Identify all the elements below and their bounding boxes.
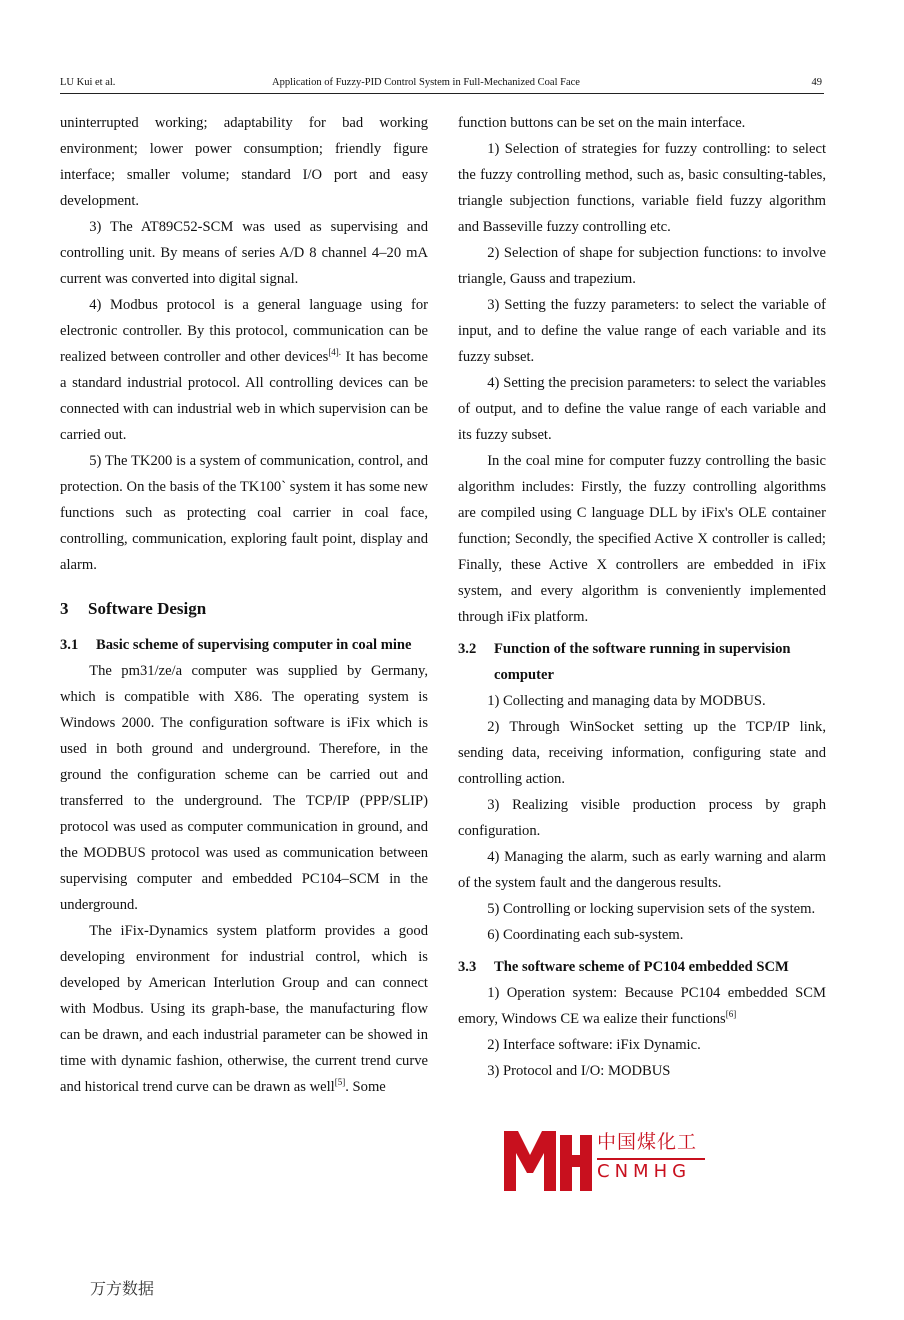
subsection-heading: [60, 632, 428, 658]
paragraph: 4) Managing the alarm, such as early warning and alarm of the system fault and the dangerous results.: [458, 849, 826, 891]
paragraph: 3) Realizing visible production process by graph configuration.: [458, 797, 826, 839]
paragraph: [458, 980, 826, 1032]
paragraph-text: 1) Operation system: Because PC104 embedded SCM: [487, 985, 826, 1001]
paragraph-text: 4) Modbus protocol is a general language using for electronic controller. By this protocol, communication can be realized between controller and other devices: [60, 297, 428, 365]
paragraph: 6) Coordinating each sub-system.: [487, 927, 684, 943]
paragraph-text: emory, Windows CE wa: [458, 1011, 600, 1027]
citation: [4].: [328, 347, 342, 358]
header-authors: LU Kui et al.: [60, 77, 116, 88]
paragraph: 3) Setting the fuzzy parameters: to select the variable of input, and to define the value range of each variable and its fuzzy subset.: [458, 297, 826, 365]
subsection-title: The software scheme of PC104 embedded SCM: [494, 959, 789, 975]
paragraph: 2) Interface software: iFix Dynamic.: [487, 1037, 701, 1053]
paragraph: 2) Selection of shape for subjection functions: to involve triangle, Gauss and trapezium.: [458, 245, 826, 287]
paragraph: 4) Setting the precision parameters: to select the variables of output, and to define the value range of each variable and its fuzzy subset.: [458, 375, 826, 443]
paragraph: 5) Controlling or locking supervision sets of the system.: [487, 901, 816, 917]
paragraph: The pm31/ze/a computer was supplied by Germany, which is compatible with X86. The operating system is Windows 2000. The configuration software is iFix which is used in both ground and underground. Therefore, in the ground the configuration scheme can be carried out and transferred to the underground. The TCP/IP (PPP/SLIP) protocol was used as computer communication in ground, and the MODBUS protocol was used as communication between supervising computer and embedded PC104–SCM in the underground.: [60, 663, 428, 913]
paragraph: In the coal mine for computer fuzzy controlling the basic algorithm includes: Firstly, the fuzzy controlling algorithms are compiled using C language DLL by iFix's OLE container function; Secondly, the specified Active X controller is called; Finally, these Active X controllers are embedded in iFix system, and every algorithm is conveniently implemented through iFix platform.: [458, 453, 826, 625]
section-heading: [60, 596, 428, 622]
subsection-title: Function of the software running in supervision computer: [494, 641, 791, 683]
footer-watermark: 万方数据: [90, 1279, 155, 1298]
left-column: [60, 110, 428, 1100]
section-title: Software Design: [88, 599, 207, 618]
logo-mark-icon: [500, 1125, 595, 1195]
subsection-number: 3.3: [458, 959, 477, 975]
subsection-heading: [458, 636, 826, 688]
paragraph: 1) Collecting and managing data by MODBUS.: [487, 693, 766, 709]
logo-divider: [597, 1158, 705, 1160]
subsection-number: 3.2: [458, 641, 477, 657]
watermark-logo: [500, 1125, 720, 1195]
logo-english-text: CNMHG: [597, 1161, 692, 1182]
paragraph: uninterrupted working; adaptability for bad working environment; lower power consumption; friendly figure interface; smaller volume; standard I/O port and easy development.: [60, 115, 428, 209]
right-column: [458, 110, 826, 1084]
paragraph: 3) Protocol and I/O: MODBUS: [487, 1063, 671, 1079]
paragraph: [60, 918, 428, 1100]
paragraph-text: The iFix-Dynamics system platform provides a good developing environment for industrial control, which is developed by American Interlution Group and can connect with Modbus. Using its graph-base, the manufacturing flow can be drawn, and each industrial parameter can be showed in time with dynamic fashion, otherwise, the current trend curve and historical trend curve can be drawn as well: [60, 923, 428, 1095]
citation: [5]: [334, 1077, 346, 1088]
subsection-number: 3.1: [60, 637, 79, 653]
paragraph: 1) Selection of strategies for fuzzy controlling: to select the fuzzy controlling method, such as, basic consulting-tables, triangle subjection functions, variable field fuzzy algorithm and Basseville fuzzy controlling etc.: [458, 141, 826, 235]
paragraph: 3) The AT89C52-SCM was used as supervising and controlling unit. By means of series A/D 8 channel 4–20 mA current was converted into digital signal.: [60, 219, 428, 287]
paragraph: [60, 292, 428, 448]
running-header: [60, 75, 824, 94]
header-title: Application of Fuzzy-PID Control System in Full-Mechanized Coal Face: [272, 77, 580, 88]
paragraph-text: ealize their functions: [603, 1011, 726, 1027]
paragraph: 2) Through WinSocket setting up the TCP/IP link, sending data, receiving information, configuring state and controlling action.: [458, 719, 826, 787]
paragraph: function buttons can be set on the main interface.: [458, 115, 746, 131]
page-number: 49: [811, 77, 822, 88]
citation: [6]: [725, 1009, 737, 1020]
section-number: 3: [60, 599, 69, 618]
paragraph-text: It has become a standard industrial protocol. All controlling devices can be connected with can industrial web in which supervision can be carried out.: [60, 349, 428, 443]
paragraph-text: . Some: [345, 1079, 386, 1095]
logo-chinese-text: 中国煤化工: [597, 1131, 698, 1153]
paragraph: 5) The TK200 is a system of communication, control, and protection. On the basis of the TK100` system it has some new functions such as protecting coal carrier in coal face, controlling, communication, exploring fault point, display and alarm.: [60, 453, 428, 573]
subsection-title: Basic scheme of supervising computer in coal mine: [96, 637, 412, 653]
subsection-heading: [458, 954, 826, 980]
